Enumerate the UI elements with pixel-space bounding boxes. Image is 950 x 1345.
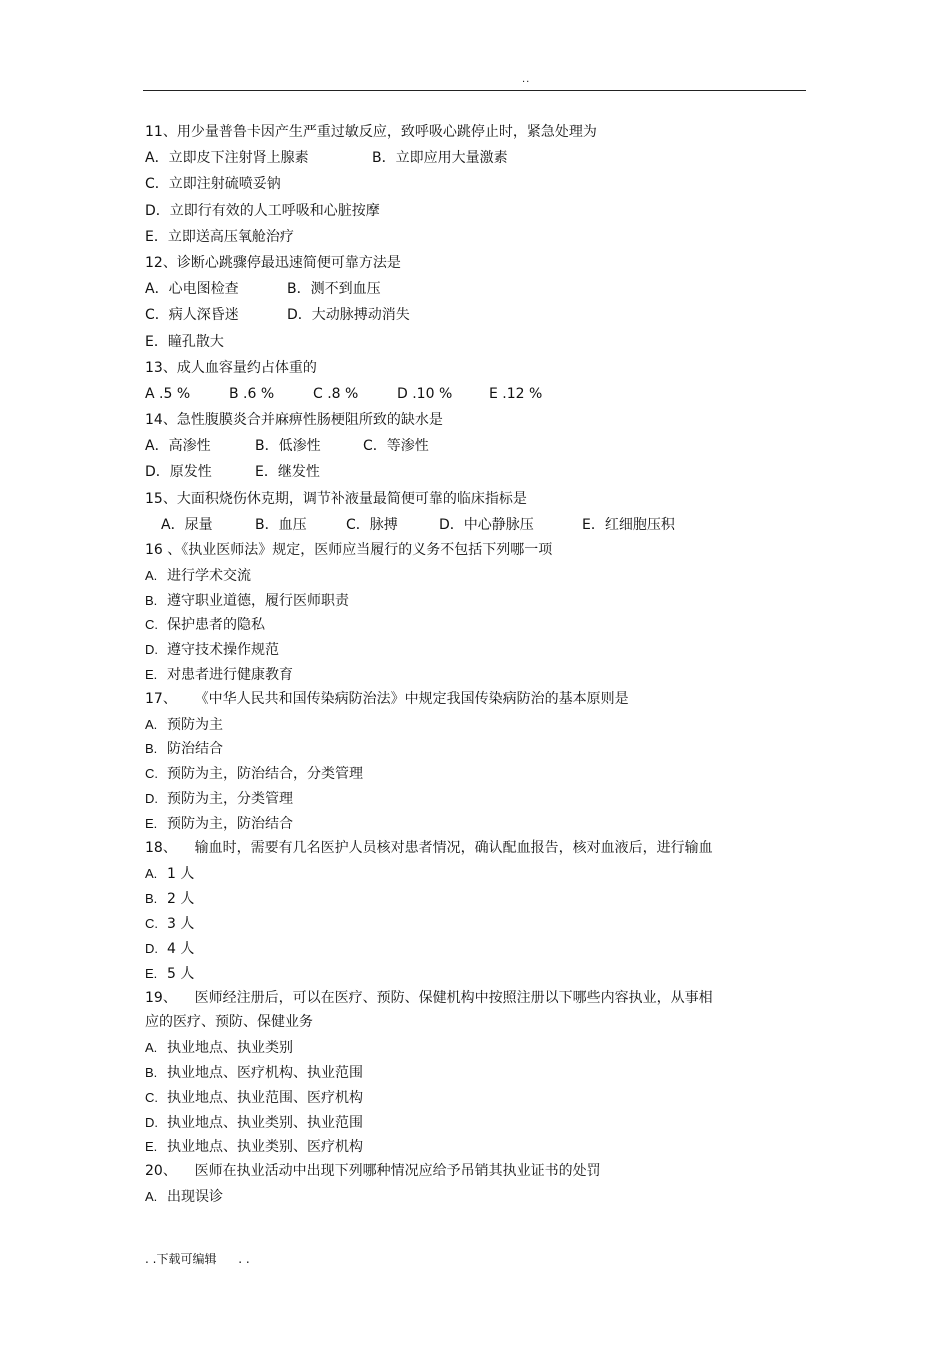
option-b: B．立即应用大量激素 [372,150,508,167]
option-text: 防治结合 [167,741,223,758]
option-letter: A. [145,716,158,732]
option-text: 预防为主 [167,716,223,733]
question-stem: 17、 《中华人民共和国传染病防治法》中规定我国传染病防治的基本原则是 [145,690,629,707]
option-letter: B. [145,592,158,608]
option-row [145,512,805,538]
option-letter: C. [145,1089,158,1105]
question-stem: 13、成人血容量约占体重的 [145,359,317,376]
option-a: A .5 % [145,385,191,402]
question-stem-line-2: 应的医疗、预防、保健业务 [145,1014,313,1031]
option-d: D .10 % [397,385,453,402]
option-c: C．立即注射硫喷妥钠 [145,176,281,193]
option-c: C .8 % [313,385,359,402]
question-20 [145,1159,805,1184]
option-row [145,433,805,459]
option-letter: D. [145,1114,158,1130]
option-text: 4 人 [167,940,195,957]
option-row [145,563,805,588]
option-a: A．高渗性 [145,438,211,455]
option-row [145,1184,805,1209]
header-mark: .. [522,74,531,85]
question-stem: 11、用少量普鲁卡因产生严重过敏反应，致呼吸心跳停止时，紧急处理为 [145,124,597,140]
question-stem: 20、 医师在执业活动中出现下列哪种情况应给予吊销其执业证书的处罚 [145,1163,601,1180]
header-rule [143,90,806,91]
option-e: E．红细胞压积 [582,516,675,533]
option-text: 进行学术交流 [167,567,251,584]
option-row [145,811,805,836]
option-row [145,961,805,986]
option-row [145,1110,805,1135]
option-letter: C. [145,915,158,931]
option-text: 1 人 [167,865,195,882]
option-text: 执业地点、执业类别、医疗机构 [167,1139,363,1156]
option-c: C．病人深昏迷 [145,307,239,324]
question-19-continued [145,1010,805,1035]
option-d: D．立即行有效的人工呼吸和心脏按摩 [145,202,380,219]
option-row [145,302,805,328]
option-row [145,224,805,250]
option-letter: E. [145,815,158,831]
option-row [145,198,805,224]
option-d: D．原发性 [145,464,212,481]
option-letter: A. [145,1040,158,1056]
question-19 [145,986,805,1011]
option-row [145,459,805,485]
option-d: D．中心静脉压 [439,516,534,533]
option-row [145,588,805,613]
footer-left: . .下载可编辑 [145,1252,217,1266]
option-row [145,637,805,662]
option-letter: A. [145,1188,158,1204]
option-row [145,662,805,687]
option-row [145,761,805,786]
option-row [145,911,805,936]
option-e: E．继发性 [255,464,320,481]
option-letter: D. [145,940,158,956]
question-17 [145,687,805,712]
option-text: 执业地点、执业类别、执业范围 [167,1114,363,1131]
option-d: D．大动脉搏动消失 [287,307,410,324]
option-row [145,171,805,197]
option-letter: E. [145,666,158,682]
option-row [145,936,805,961]
option-text: 2 人 [167,890,195,907]
option-c: C．等渗性 [363,438,429,455]
question-list [145,119,805,1209]
option-e: E．瞳孔散大 [145,333,224,350]
option-letter: C. [145,617,158,633]
option-text: 出现误诊 [167,1188,223,1205]
option-text: 3 人 [167,915,195,932]
question-stem: 14、急性腹膜炎合并麻痹性肠梗阻所致的缺水是 [145,412,443,429]
option-row [145,712,805,737]
footer-right: . . [238,1252,250,1266]
option-row [145,1085,805,1110]
option-letter: B. [145,741,158,757]
option-c: C．脉搏 [346,516,398,533]
option-row [145,1134,805,1159]
option-text: 遵守职业道德，履行医师职责 [167,592,349,609]
option-row [145,381,805,407]
question-stem: 12、诊断心跳骤停最迅速简便可靠方法是 [145,254,401,271]
question-stem-line-1: 19、 医师经注册后，可以在医疗、预防、保健机构中按照注册以下哪些内容执业，从事相 [145,989,713,1006]
option-a: A．心电图检查 [145,281,239,298]
question-15 [145,486,805,512]
option-a: A．立即皮下注射肾上腺素 [145,150,309,167]
option-b: B．测不到血压 [287,281,381,298]
option-row [145,786,805,811]
option-e: E．立即送高压氧舱治疗 [145,228,294,245]
option-row [145,886,805,911]
question-11 [145,119,805,145]
option-text: 执业地点、执业范围、医疗机构 [167,1089,363,1106]
option-text: 保护患者的隐私 [167,617,265,634]
option-row [145,861,805,886]
option-text: 5 人 [167,965,195,982]
question-stem: 18、 输血时，需要有几名医护人员核对患者情况，确认配血报告，核对血液后，进行输血 [145,839,713,856]
option-row [145,276,805,302]
option-row [145,1035,805,1060]
option-row [145,612,805,637]
question-stem: 15、大面积烧伤休克期，调节补液量最简便可靠的临床指标是 [145,490,527,507]
option-text: 预防为主，防治结合 [167,815,293,832]
question-18 [145,836,805,861]
option-row [145,736,805,761]
option-text: 执业地点、执业类别 [167,1040,293,1057]
option-letter: D. [145,642,158,658]
option-text: 遵守技术操作规范 [167,642,279,659]
option-letter: E. [145,965,158,981]
option-letter: B. [145,890,158,906]
question-13 [145,355,805,381]
page-footer [145,1250,250,1267]
option-letter: E. [145,1139,158,1155]
option-e: E .12 % [489,385,543,402]
option-row [145,145,805,171]
option-text: 执业地点、医疗机构、执业范围 [167,1064,363,1081]
option-b: B．血压 [255,516,307,533]
option-a: A．尿量 [161,516,213,533]
option-b: B .6 % [229,385,275,402]
question-12 [145,250,805,276]
option-text: 对患者进行健康教育 [167,666,293,683]
option-text: 预防为主，防治结合，分类管理 [167,766,363,783]
option-letter: A. [145,567,158,583]
question-16 [145,538,805,563]
option-letter: B. [145,1064,158,1080]
option-letter: C. [145,766,158,782]
option-row [145,329,805,355]
option-letter: A. [145,865,158,881]
option-letter: D. [145,790,158,806]
option-text: 预防为主，分类管理 [167,790,293,807]
option-row [145,1060,805,1085]
question-stem: 16 、《执业医师法》规定，医师应当履行的义务不包括下列哪一项 [145,542,553,558]
question-14 [145,407,805,433]
option-b: B．低渗性 [255,438,321,455]
